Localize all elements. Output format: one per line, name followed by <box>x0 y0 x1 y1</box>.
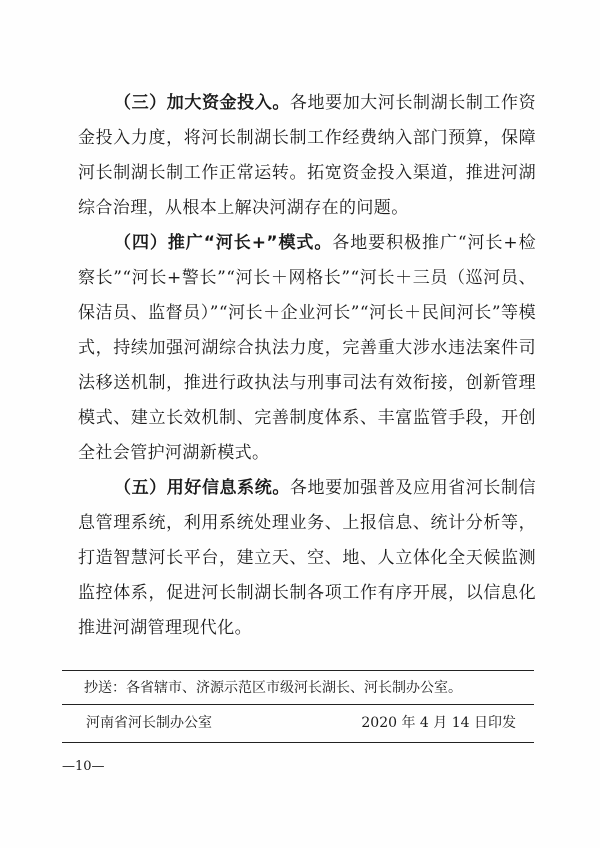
paragraph-text: 各地要加强普及应用省河长制信息管理系统，利用系统处理业务、上报信息、统计分析等，打造智慧河长平台，建立天、空、地、人立体化全天候监测监控体系，促进河长制湖长制各项工作有序开展，以信息化推进河湖管理现代化。 <box>78 478 537 638</box>
page-number: —10— <box>62 759 105 774</box>
paragraph-text: 各地要加大河长制湖长制工作资金投入力度，将河长制湖长制工作经费纳入部门预算，保障河长制湖长制工作正常运转。拓宽资金投入渠道，推进河湖综合治理，从根本上解决河湖存在的问题。 <box>78 93 537 218</box>
footer-top-rule <box>62 670 534 671</box>
issue-date: 2020 年 4 月 14 日印发 <box>361 715 516 731</box>
paragraph-heading: （五）用好信息系统。 <box>114 478 290 498</box>
paragraph-increase-funding <box>78 86 536 226</box>
issuing-office: 河南省河长制办公室 <box>86 715 212 731</box>
paragraph-river-chief-plus <box>78 226 536 471</box>
document-body <box>78 86 536 646</box>
paragraph-heading: （三）加大资金投入。 <box>114 93 290 113</box>
paragraph-heading: （四）推广“河长+”模式。 <box>114 233 333 253</box>
cc-recipients: 抄送：各省辖市、济源示范区市级河长湖长、河长制办公室。 <box>84 680 462 696</box>
footer-middle-rule <box>62 704 534 705</box>
footer-bottom-rule <box>62 742 534 743</box>
paragraph-text: 各地要积极推广“河长+检察长”“河长+警长”“河长＋网格长”“河长＋三员（巡河员、保洁员、监督员）”“河长＋企业河长”“河长＋民间河长”等模式，持续加强河湖综合执法力度，完善重大涉水违法案件司法移送机制，推进行政执法与刑事司法有效衔接，创新管理模式、建立长效机制、完善制度体系、丰富监管手段，开创全社会管护河湖新模式。 <box>78 233 536 463</box>
paragraph-information-system <box>78 471 536 646</box>
